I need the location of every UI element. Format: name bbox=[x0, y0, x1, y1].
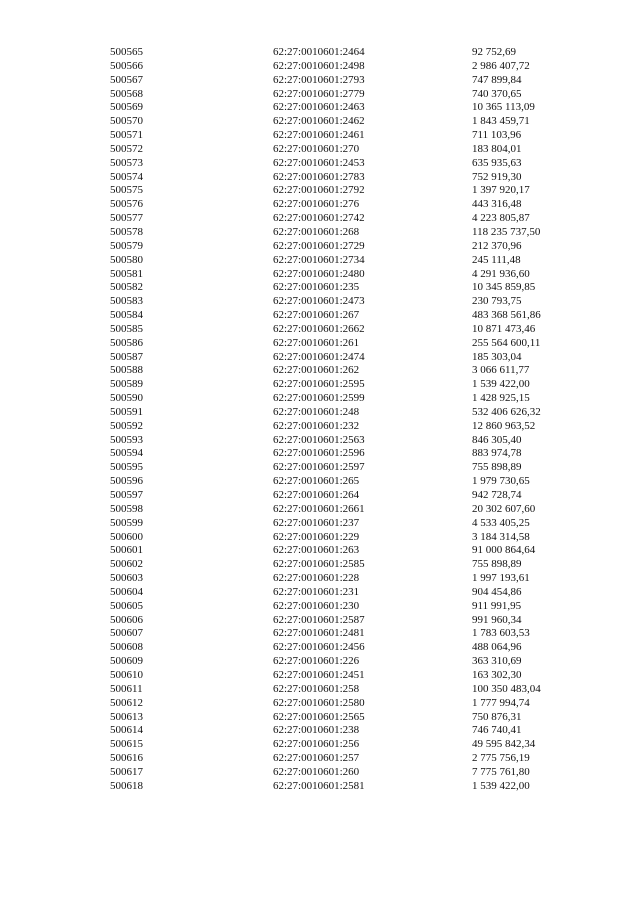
table-row bbox=[0, 143, 640, 157]
table-row bbox=[0, 641, 640, 655]
record-number: 500571 bbox=[110, 129, 143, 142]
record-number: 500585 bbox=[110, 322, 143, 335]
record-number: 500592 bbox=[110, 419, 143, 432]
table-row bbox=[0, 226, 640, 240]
table-row bbox=[0, 198, 640, 212]
cadastral-value: 911 991,95 bbox=[472, 599, 522, 612]
record-number: 500606 bbox=[110, 613, 143, 626]
cadastral-value: 635 935,63 bbox=[472, 156, 522, 169]
record-number: 500581 bbox=[110, 267, 143, 280]
table-row bbox=[0, 711, 640, 725]
table-row bbox=[0, 295, 640, 309]
cadastral-value: 183 804,01 bbox=[472, 142, 522, 155]
record-number: 500567 bbox=[110, 73, 143, 86]
record-number: 500599 bbox=[110, 516, 143, 529]
cadastral-value: 4 223 805,87 bbox=[472, 212, 530, 225]
record-number: 500565 bbox=[110, 46, 143, 58]
cadastral-number: 62:27:0010601:2580 bbox=[273, 696, 365, 709]
table-row bbox=[0, 254, 640, 268]
record-number: 500578 bbox=[110, 225, 143, 238]
table-row bbox=[0, 544, 640, 558]
record-number: 500572 bbox=[110, 142, 143, 155]
cadastral-value: 1 428 925,15 bbox=[472, 392, 530, 405]
cadastral-value: 163 302,30 bbox=[472, 668, 522, 681]
cadastral-value: 1 979 730,65 bbox=[472, 475, 530, 488]
cadastral-value: 991 960,34 bbox=[472, 613, 522, 626]
cadastral-value: 1 777 994,74 bbox=[472, 696, 530, 709]
table-row bbox=[0, 572, 640, 586]
table-row bbox=[0, 351, 640, 365]
cadastral-number: 62:27:0010601:2456 bbox=[273, 641, 365, 654]
record-number: 500576 bbox=[110, 198, 143, 211]
cadastral-value: 3 066 611,77 bbox=[472, 364, 530, 377]
record-number: 500582 bbox=[110, 281, 143, 294]
cadastral-value: 245 111,48 bbox=[472, 253, 521, 266]
table-row bbox=[0, 184, 640, 198]
record-number: 500597 bbox=[110, 489, 143, 501]
cadastral-value: 746 740,41 bbox=[472, 724, 522, 737]
table-row bbox=[0, 724, 640, 738]
cadastral-value: 755 898,89 bbox=[472, 461, 522, 474]
table-row bbox=[0, 447, 640, 461]
record-number: 500579 bbox=[110, 239, 143, 252]
record-number: 500591 bbox=[110, 405, 143, 418]
table-row bbox=[0, 503, 640, 517]
record-number: 500580 bbox=[110, 253, 143, 266]
cadastral-number: 62:27:0010601:230 bbox=[273, 599, 360, 612]
cadastral-number: 62:27:0010601:258 bbox=[273, 682, 360, 695]
table-row bbox=[0, 600, 640, 614]
record-number: 500610 bbox=[110, 668, 143, 681]
cadastral-value: 755 898,89 bbox=[472, 558, 522, 571]
cadastral-number: 62:27:0010601:238 bbox=[273, 724, 360, 737]
table-row bbox=[0, 738, 640, 752]
cadastral-value: 846 305,40 bbox=[472, 433, 522, 446]
cadastral-value: 92 752,69 bbox=[472, 46, 516, 58]
cadastral-number: 62:27:0010601:2474 bbox=[273, 350, 365, 363]
cadastral-number: 62:27:0010601:2662 bbox=[273, 322, 365, 335]
record-number: 500604 bbox=[110, 585, 143, 598]
table-row bbox=[0, 627, 640, 641]
cadastral-value: 1 539 422,00 bbox=[472, 378, 530, 391]
cadastral-number: 62:27:0010601:268 bbox=[273, 225, 360, 238]
table-row bbox=[0, 766, 640, 780]
cadastral-value: 883 974,78 bbox=[472, 447, 522, 460]
table-row bbox=[0, 420, 640, 434]
cadastral-value: 752 919,30 bbox=[472, 170, 522, 183]
cadastral-value: 100 350 483,04 bbox=[472, 682, 541, 695]
cadastral-number: 62:27:0010601:2498 bbox=[273, 59, 365, 72]
record-number: 500575 bbox=[110, 184, 143, 197]
cadastral-number: 62:27:0010601:2734 bbox=[273, 253, 365, 266]
table-row bbox=[0, 281, 640, 295]
record-number: 500608 bbox=[110, 641, 143, 654]
cadastral-value: 942 728,74 bbox=[472, 489, 522, 501]
table-row bbox=[0, 171, 640, 185]
cadastral-number: 62:27:0010601:235 bbox=[273, 281, 360, 294]
cadastral-number: 62:27:0010601:2779 bbox=[273, 87, 365, 100]
cadastral-number: 62:27:0010601:265 bbox=[273, 475, 360, 488]
cadastral-number: 62:27:0010601:2595 bbox=[273, 378, 365, 391]
cadastral-value: 443 316,48 bbox=[472, 198, 522, 211]
table-row bbox=[0, 101, 640, 115]
cadastral-value: 255 564 600,11 bbox=[472, 336, 541, 349]
cadastral-number: 62:27:0010601:2451 bbox=[273, 668, 365, 681]
cadastral-number: 62:27:0010601:2585 bbox=[273, 558, 365, 571]
record-number: 500603 bbox=[110, 572, 143, 585]
record-number: 500570 bbox=[110, 115, 143, 128]
table-row bbox=[0, 697, 640, 711]
cadastral-number: 62:27:0010601:248 bbox=[273, 405, 360, 418]
table-row bbox=[0, 683, 640, 697]
record-number: 500615 bbox=[110, 738, 143, 751]
record-number: 500614 bbox=[110, 724, 143, 737]
table-row bbox=[0, 364, 640, 378]
table-row bbox=[0, 88, 640, 102]
cadastral-value: 2 986 407,72 bbox=[472, 59, 530, 72]
cadastral-value: 20 302 607,60 bbox=[472, 502, 536, 515]
cadastral-value: 10 345 859,85 bbox=[472, 281, 536, 294]
cadastral-number: 62:27:0010601:2461 bbox=[273, 129, 365, 142]
cadastral-number: 62:27:0010601:2581 bbox=[273, 779, 365, 792]
record-number: 500589 bbox=[110, 378, 143, 391]
record-number: 500568 bbox=[110, 87, 143, 100]
cadastral-number: 62:27:0010601:2596 bbox=[273, 447, 365, 460]
cadastral-number: 62:27:0010601:263 bbox=[273, 544, 360, 557]
record-number: 500583 bbox=[110, 295, 143, 308]
cadastral-number: 62:27:0010601:270 bbox=[273, 142, 360, 155]
record-number: 500587 bbox=[110, 350, 143, 363]
cadastral-number: 62:27:0010601:2587 bbox=[273, 613, 365, 626]
cadastral-number: 62:27:0010601:229 bbox=[273, 530, 360, 543]
table-row bbox=[0, 392, 640, 406]
record-number: 500573 bbox=[110, 156, 143, 169]
cadastral-number: 62:27:0010601:260 bbox=[273, 765, 360, 778]
record-number: 500611 bbox=[110, 682, 143, 695]
cadastral-value-table bbox=[0, 46, 640, 794]
record-number: 500613 bbox=[110, 710, 143, 723]
cadastral-number: 62:27:0010601:2792 bbox=[273, 184, 365, 197]
cadastral-value: 4 291 936,60 bbox=[472, 267, 530, 280]
cadastral-number: 62:27:0010601:2599 bbox=[273, 392, 365, 405]
cadastral-value: 1 539 422,00 bbox=[472, 779, 530, 792]
cadastral-value: 740 370,65 bbox=[472, 87, 522, 100]
cadastral-value: 2 775 756,19 bbox=[472, 752, 530, 765]
table-row bbox=[0, 655, 640, 669]
record-number: 500617 bbox=[110, 765, 143, 778]
table-row bbox=[0, 337, 640, 351]
table-row bbox=[0, 489, 640, 503]
record-number: 500595 bbox=[110, 461, 143, 474]
table-row bbox=[0, 614, 640, 628]
cadastral-number: 62:27:0010601:2480 bbox=[273, 267, 365, 280]
cadastral-number: 62:27:0010601:2473 bbox=[273, 295, 365, 308]
cadastral-value: 10 365 113,09 bbox=[472, 101, 535, 114]
record-number: 500600 bbox=[110, 530, 143, 543]
cadastral-value: 91 000 864,64 bbox=[472, 544, 536, 557]
table-row bbox=[0, 46, 640, 60]
cadastral-value: 3 184 314,58 bbox=[472, 530, 530, 543]
cadastral-value: 483 368 561,86 bbox=[472, 309, 541, 322]
record-number: 500590 bbox=[110, 392, 143, 405]
record-number: 500609 bbox=[110, 655, 143, 668]
cadastral-number: 62:27:0010601:2464 bbox=[273, 46, 365, 58]
cadastral-number: 62:27:0010601:257 bbox=[273, 752, 360, 765]
table-row bbox=[0, 378, 640, 392]
table-row bbox=[0, 115, 640, 129]
cadastral-value: 532 406 626,32 bbox=[472, 405, 541, 418]
cadastral-number: 62:27:0010601:2729 bbox=[273, 239, 365, 252]
cadastral-value: 4 533 405,25 bbox=[472, 516, 530, 529]
cadastral-number: 62:27:0010601:2597 bbox=[273, 461, 365, 474]
table-row bbox=[0, 129, 640, 143]
record-number: 500566 bbox=[110, 59, 143, 72]
cadastral-value: 1 397 920,17 bbox=[472, 184, 530, 197]
record-number: 500602 bbox=[110, 558, 143, 571]
table-row bbox=[0, 212, 640, 226]
cadastral-value: 1 783 603,53 bbox=[472, 627, 530, 640]
record-number: 500596 bbox=[110, 475, 143, 488]
record-number: 500598 bbox=[110, 502, 143, 515]
cadastral-number: 62:27:0010601:237 bbox=[273, 516, 360, 529]
table-row bbox=[0, 558, 640, 572]
record-number: 500584 bbox=[110, 309, 143, 322]
cadastral-value: 711 103,96 bbox=[472, 129, 522, 142]
table-row bbox=[0, 406, 640, 420]
cadastral-number: 62:27:0010601:2742 bbox=[273, 212, 365, 225]
record-number: 500612 bbox=[110, 696, 143, 709]
table-row bbox=[0, 240, 640, 254]
cadastral-value: 118 235 737,50 bbox=[472, 225, 541, 238]
cadastral-number: 62:27:0010601:2453 bbox=[273, 156, 365, 169]
cadastral-value: 10 871 473,46 bbox=[472, 322, 536, 335]
cadastral-number: 62:27:0010601:2563 bbox=[273, 433, 365, 446]
record-number: 500605 bbox=[110, 599, 143, 612]
cadastral-number: 62:27:0010601:226 bbox=[273, 655, 360, 668]
cadastral-number: 62:27:0010601:2783 bbox=[273, 170, 365, 183]
cadastral-number: 62:27:0010601:231 bbox=[273, 585, 360, 598]
cadastral-value: 1 997 193,61 bbox=[472, 572, 530, 585]
cadastral-value: 49 595 842,34 bbox=[472, 738, 536, 751]
record-number: 500586 bbox=[110, 336, 143, 349]
cadastral-value: 363 310,69 bbox=[472, 655, 522, 668]
cadastral-number: 62:27:0010601:2463 bbox=[273, 101, 365, 114]
cadastral-value: 904 454,86 bbox=[472, 585, 522, 598]
cadastral-value: 12 860 963,52 bbox=[472, 419, 536, 432]
table-row bbox=[0, 157, 640, 171]
table-row bbox=[0, 531, 640, 545]
table-row bbox=[0, 434, 640, 448]
record-number: 500588 bbox=[110, 364, 143, 377]
cadastral-number: 62:27:0010601:2481 bbox=[273, 627, 365, 640]
cadastral-number: 62:27:0010601:267 bbox=[273, 309, 360, 322]
cadastral-number: 62:27:0010601:2462 bbox=[273, 115, 365, 128]
cadastral-value: 7 775 761,80 bbox=[472, 765, 530, 778]
cadastral-value: 212 370,96 bbox=[472, 239, 522, 252]
table-row bbox=[0, 586, 640, 600]
table-row bbox=[0, 475, 640, 489]
cadastral-number: 62:27:0010601:2565 bbox=[273, 710, 365, 723]
table-row bbox=[0, 74, 640, 88]
record-number: 500618 bbox=[110, 779, 143, 792]
cadastral-value: 750 876,31 bbox=[472, 710, 522, 723]
cadastral-number: 62:27:0010601:2661 bbox=[273, 502, 365, 515]
cadastral-number: 62:27:0010601:228 bbox=[273, 572, 360, 585]
record-number: 500593 bbox=[110, 433, 143, 446]
table-row bbox=[0, 60, 640, 74]
cadastral-number: 62:27:0010601:264 bbox=[273, 489, 360, 501]
record-number: 500616 bbox=[110, 752, 143, 765]
cadastral-number: 62:27:0010601:232 bbox=[273, 419, 360, 432]
record-number: 500601 bbox=[110, 544, 143, 557]
record-number: 500594 bbox=[110, 447, 143, 460]
cadastral-number: 62:27:0010601:261 bbox=[273, 336, 360, 349]
table-row bbox=[0, 669, 640, 683]
cadastral-value: 230 793,75 bbox=[472, 295, 522, 308]
table-row bbox=[0, 309, 640, 323]
cadastral-number: 62:27:0010601:256 bbox=[273, 738, 360, 751]
record-number: 500577 bbox=[110, 212, 143, 225]
record-number: 500569 bbox=[110, 101, 143, 114]
cadastral-value: 1 843 459,71 bbox=[472, 115, 530, 128]
cadastral-value: 488 064,96 bbox=[472, 641, 522, 654]
table-row bbox=[0, 268, 640, 282]
table-row bbox=[0, 461, 640, 475]
table-row bbox=[0, 517, 640, 531]
cadastral-number: 62:27:0010601:262 bbox=[273, 364, 360, 377]
table-row bbox=[0, 752, 640, 766]
cadastral-number: 62:27:0010601:276 bbox=[273, 198, 360, 211]
cadastral-value: 747 899,84 bbox=[472, 73, 522, 86]
cadastral-number: 62:27:0010601:2793 bbox=[273, 73, 365, 86]
cadastral-value: 185 303,04 bbox=[472, 350, 522, 363]
table-row bbox=[0, 323, 640, 337]
record-number: 500607 bbox=[110, 627, 143, 640]
table-row bbox=[0, 780, 640, 794]
record-number: 500574 bbox=[110, 170, 143, 183]
